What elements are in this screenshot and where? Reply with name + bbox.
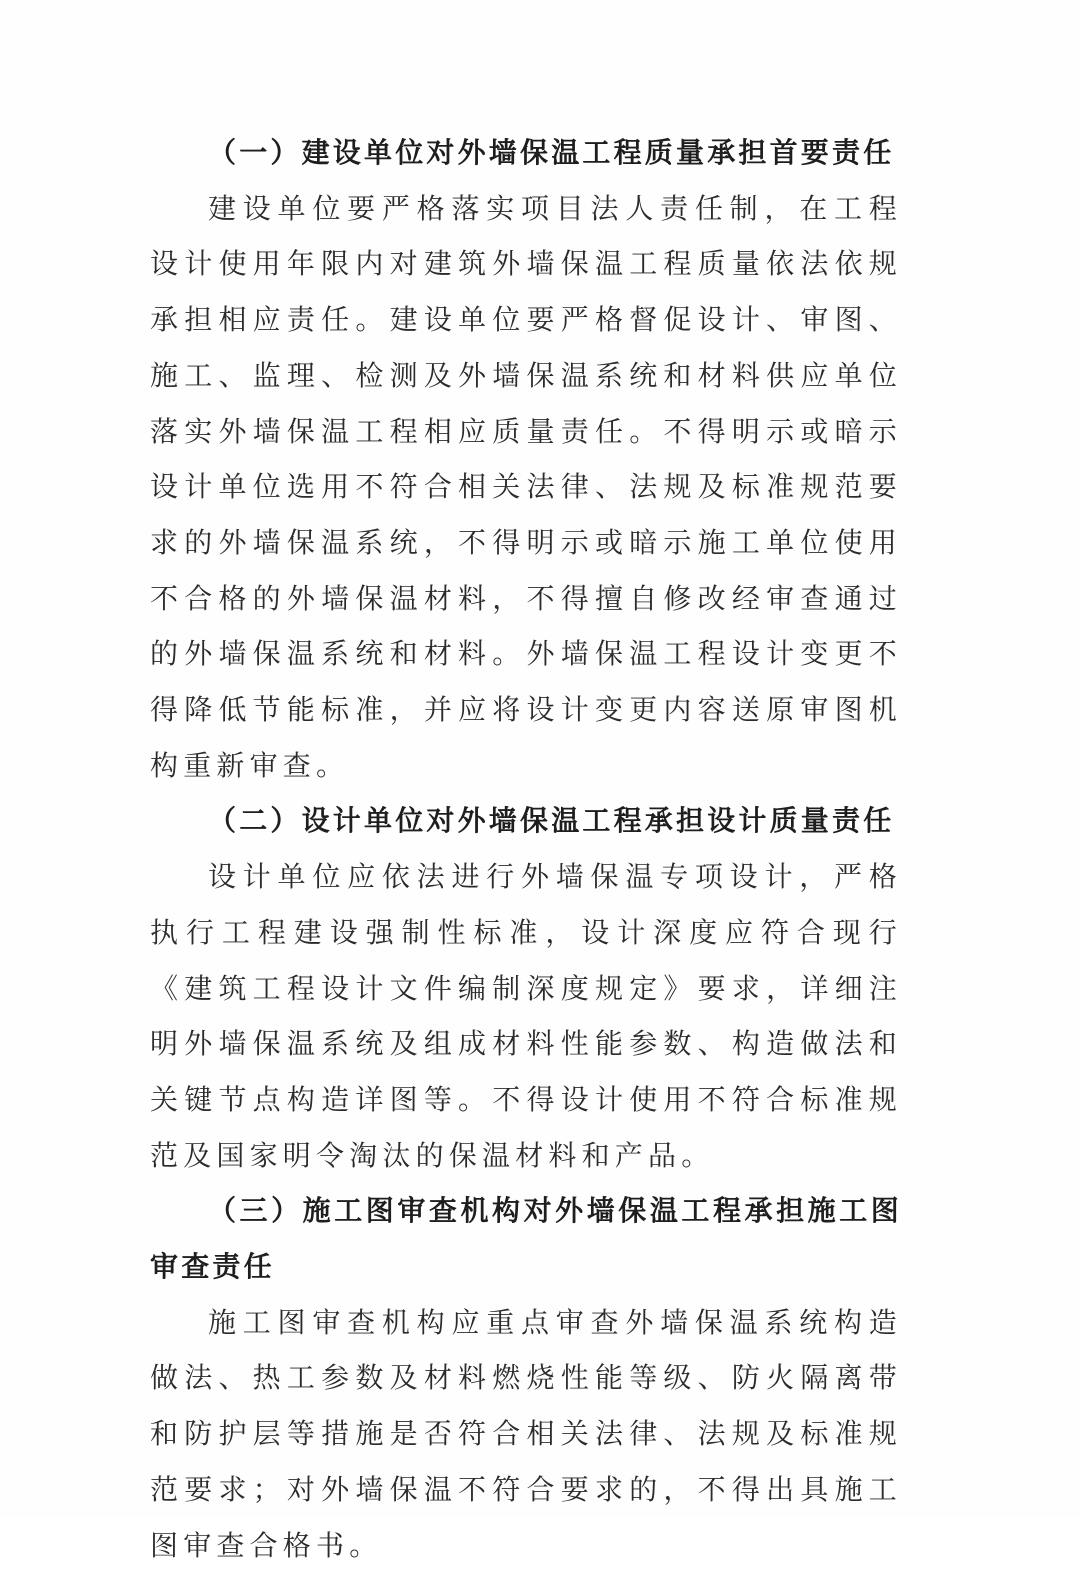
section-heading-3: （三）施工图审查机构对外墙保温工程承担施工图审查责任 <box>150 1194 902 1284</box>
section-heading-2: （二）设计单位对外墙保温工程承担设计质量责任 <box>208 804 895 838</box>
section-paragraph-2: 设计单位应依法进行外墙保温专项设计，严格执行工程建设强制性标准，设计深度应符合现行《建筑工程设计文件编制深度规定》要求，详细注明外墙保温系统及组成材料性能参数、构造做法和关键节点构造详图等。不得设计使用不符合标准规范及国家明令淘汰的保温材料和产品。 <box>150 860 902 1172</box>
document-body <box>150 125 902 1573</box>
section-heading-1: （一）建设单位对外墙保温工程质量承担首要责任 <box>208 136 895 169</box>
section-paragraph-1: 建设单位要严格落实项目法人责任制，在工程设计使用年限内对建筑外墙保温工程质量依法依规承担相应责任。建设单位要严格督促设计、审图、施工、监理、检测及外墙保温系统和材料供应单位落实外墙保温工程相应质量责任。不得明示或暗示设计单位选用不符合相关法律、法规及标准规范要求的外墙保温系统，不得明示或暗示施工单位使用不合格的外墙保温材料，不得擅自修改经审查通过的外墙保温系统和材料。外墙保温工程设计变更不得降低节能标准，并应将设计变更内容送原审图机构重新审查。 <box>150 191 902 782</box>
section-paragraph-3: 施工图审查机构应重点审查外墙保温系统构造做法、热工参数及材料燃烧性能等级、防火隔离带和防护层等措施是否符合相关法律、法规及标准规范要求；对外墙保温不符合要求的，不得出具施工图审查合格书。 <box>150 1305 902 1562</box>
